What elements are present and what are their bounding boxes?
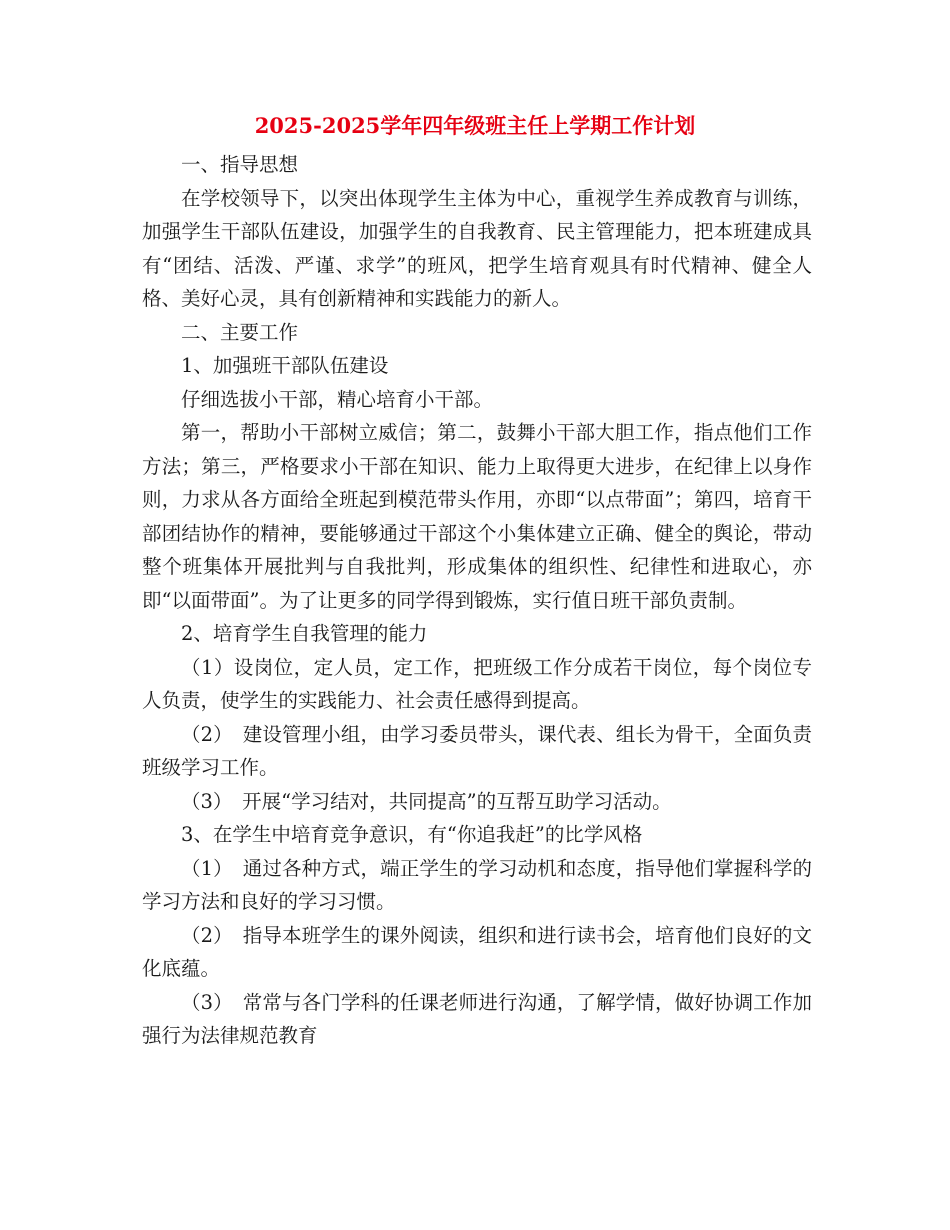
subheading-competition: 3、在学生中培育竞争意识，有“你追我赶”的比学风格 [181, 823, 643, 846]
subheading-cadre-building: 1、加强班干部队伍建设 [181, 354, 389, 377]
document-title: 2025-2025学年四年级班主任上学期工作计划 [254, 113, 696, 138]
heading-main-work: 二、主要工作 [181, 320, 299, 344]
list-item-self-management-3: （3） 开展“学习结对，共同提高”的互帮互助学习活动。 [181, 789, 672, 813]
subheading-self-management: 2、培育学生自我管理的能力 [181, 622, 428, 645]
paragraph-cadre-details: 第一，帮助小干部树立威信；第二，鼓舞小干部大胆工作，指点他们工作方法；第三，严格要求小干部在知识、能力上取得更大进步，在纪律上以身作则，力求从各方面给全班起到模范带头作用，亦即“以点带面”；第四，培育干部团结协作的精神，要能够通过干部这个小集体建立正确、健全的舆论，带动整个班集体开展批判与自我批判，形成集体的组织性、纪律性和进取心，亦即“以面带面”。为了让更多的同学得到锻炼，实行值日班干部负责制。 [142, 421, 812, 612]
heading-guiding-ideology: 一、指导思想 [181, 153, 299, 176]
list-item-competition-2: （2） 指导本班学生的课外阅读，组织和进行读书会，培育他们良好的文化底蕴。 [142, 923, 812, 980]
list-item-self-management-2: （2） 建设管理小组，由学习委员带头，课代表、组长为骨干，全面负责班级学习工作。 [142, 722, 812, 779]
list-item-self-management-1: （1）设岗位，定人员，定工作，把班级工作分成若干岗位，每个岗位专人负责，使学生的实践能力、社会责任感得到提高。 [142, 655, 812, 712]
document-body [142, 148, 812, 1053]
paragraph-cadre-selection: 仔细选拔小干部，精心培育小干部。 [181, 387, 494, 411]
list-item-competition-3: （3） 常常与各门学科的任课老师进行沟通，了解学情，做好协调工作加强行为法律规范教育 [142, 990, 812, 1047]
list-item-competition-1: （1） 通过各种方式，端正学生的学习动机和态度，指导他们掌握科学的学习方法和良好的学习习惯。 [142, 856, 812, 913]
paragraph-guiding-ideology: 在学校领导下，以突出体现学生主体为中心，重视学生养成教育与训练，加强学生干部队伍建设，加强学生的自我教育、民主管理能力，把本班建成具有“团结、活泼、严谨、求学”的班风，把学生培育观具有时代精神、健全人格、美好心灵，具有创新精神和实践能力的新人。 [142, 186, 812, 310]
